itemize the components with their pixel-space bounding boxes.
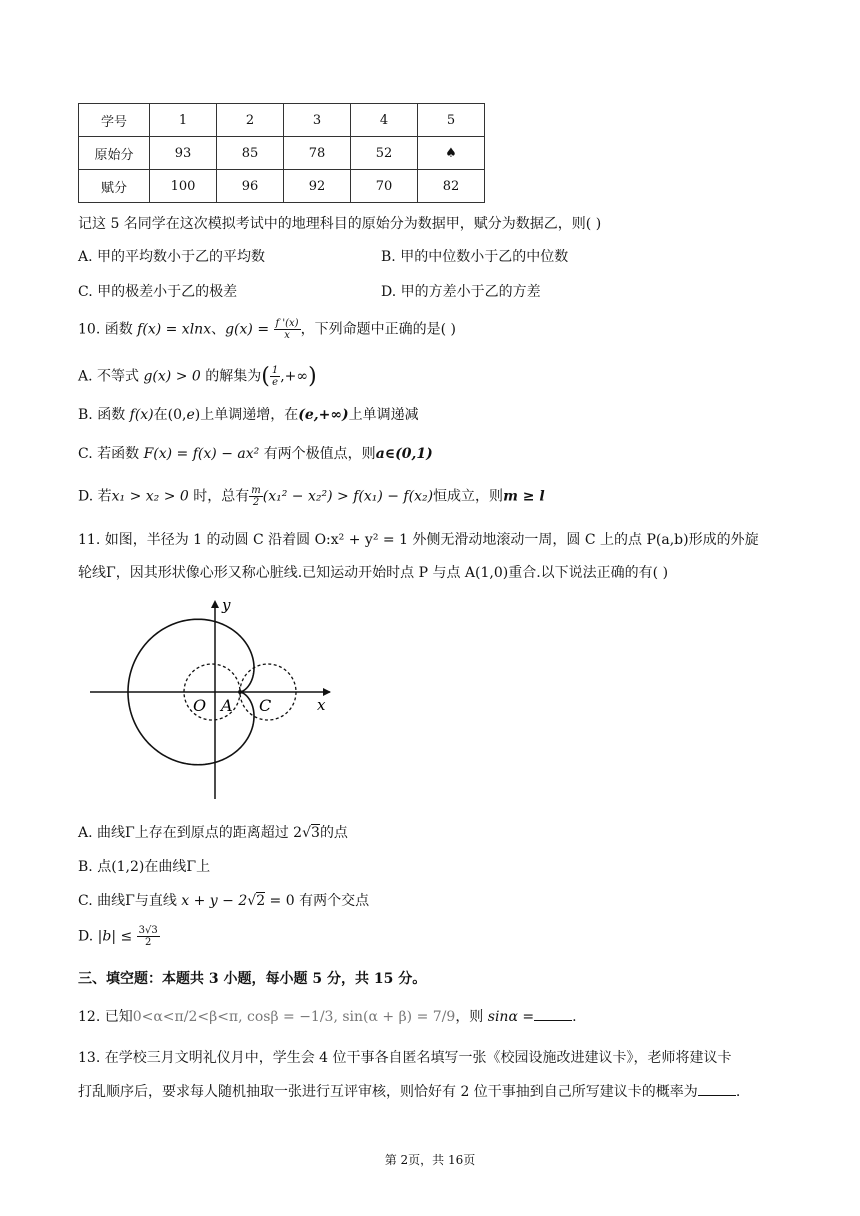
left-paren: ( xyxy=(261,364,270,389)
cardioid-figure xyxy=(85,594,345,804)
q10-sep: 、 xyxy=(211,321,226,338)
q11-option-c xyxy=(78,890,369,910)
label-y: y xyxy=(222,596,231,614)
table-cell: 5 xyxy=(418,104,485,137)
q13-line2 xyxy=(78,1081,740,1101)
q10-a-pre: A. 不等式 xyxy=(78,368,144,385)
q11-option-a xyxy=(78,822,348,842)
table-cell: 93 xyxy=(150,137,217,170)
table-cell: 96 xyxy=(217,170,284,203)
q10-g-denominator: x xyxy=(284,330,290,341)
point-a xyxy=(238,690,242,694)
q10-a-numerator: 1 xyxy=(271,365,279,376)
q11-d-numerator: 3√3 xyxy=(138,925,158,936)
table-cell: 85 xyxy=(217,137,284,170)
table-row xyxy=(79,104,485,137)
q10-a-tail: ,+∞ xyxy=(280,368,309,385)
q11-line1: 11. 如图，半径为 1 的动圆 C 沿着圆 O:x² + y² = 1 外侧无滑动地滚动一周，圆 C 上的点 P(a,b)形成的外旋 xyxy=(78,532,759,548)
table-cell: ♠ xyxy=(418,137,485,170)
q10-c-mid: 有两个极值点，则 xyxy=(263,446,376,462)
q10-f-def: f(x) = xlnx xyxy=(137,321,212,338)
q10-b-e: e xyxy=(186,407,195,423)
q12-suffix: . xyxy=(572,1009,577,1025)
q11-c-pre: C. 曲线Γ与直线 xyxy=(78,893,182,909)
q9-option-a: A. 甲的平均数小于乙的平均数 xyxy=(78,249,266,265)
q11-option-d xyxy=(78,925,160,948)
q10-g-numerator: f '(x) xyxy=(275,318,299,329)
q10-d-math2: (x₁² − x₂²) > f(x₁) − f(x₂) xyxy=(262,488,434,505)
q11-c-suf: = 0 有两个交点 xyxy=(265,893,370,909)
q9-option-b: B. 甲的中位数小于乙的中位数 xyxy=(381,249,569,265)
table-row xyxy=(79,170,485,203)
q10-option-a xyxy=(78,364,317,389)
section-title: 三、填空题：本题共 3 小题，每小题 5 分，共 15 分。 xyxy=(78,971,427,987)
y-axis-arrow xyxy=(211,600,219,608)
q10-c-pre: C. 若函数 xyxy=(78,446,144,462)
q10-d-mid2: 恒成立，则 xyxy=(433,488,504,505)
q10-a-mid: 的解集为 xyxy=(200,368,262,385)
q12-math: sinα = xyxy=(487,1009,535,1025)
q10-b-mid1: 在(0, xyxy=(153,407,187,423)
q12-mid: ，则 xyxy=(455,1009,488,1025)
table-cell: 70 xyxy=(351,170,418,203)
q11-option-b: B. 点(1,2)在曲线Γ上 xyxy=(78,859,211,875)
q11-a-pre: A. 曲线Γ上存在到原点的距离超过 2 xyxy=(78,825,303,841)
q11-d-pre: D. xyxy=(78,928,98,945)
q10-b-pre: B. 函数 xyxy=(78,407,130,423)
table-cell: 1 xyxy=(150,104,217,137)
q12-prefix: 12. 已知 xyxy=(78,1009,133,1025)
label-o: O xyxy=(193,696,207,715)
q10-a-math: g(x) > 0 xyxy=(143,368,201,385)
q9-option-c: C. 甲的极差小于乙的极差 xyxy=(78,284,238,300)
q12-stem xyxy=(78,1006,577,1026)
q10-stem xyxy=(78,318,456,341)
table-cell: 2 xyxy=(217,104,284,137)
q10-c-math: F(x) = f(x) − ax² xyxy=(143,446,264,462)
q11-c-math: x + y − 2 xyxy=(181,893,248,909)
answer-blank xyxy=(534,1008,572,1021)
label-a: A xyxy=(221,696,233,715)
q11-d-math: |b| ≤ xyxy=(97,928,137,945)
q10-suffix: ，下列命题中正确的是( ) xyxy=(300,321,456,338)
q10-a-fraction xyxy=(270,365,280,388)
q12-condition: 0<α<π/2<β<π, cosβ = −1/3, sin(α + β) = 7/9 xyxy=(132,1009,456,1025)
q10-d-fraction xyxy=(249,485,262,508)
table-cell: 100 xyxy=(150,170,217,203)
table-cell: 赋分 xyxy=(79,170,150,203)
table-cell: 原始分 xyxy=(79,137,150,170)
score-table xyxy=(78,103,485,203)
answer-blank xyxy=(698,1083,736,1096)
q10-c-tail: a∈(0,1) xyxy=(375,446,433,462)
table-cell: 92 xyxy=(284,170,351,203)
table-cell: 4 xyxy=(351,104,418,137)
q11-a-radicand: 3 xyxy=(311,825,320,841)
q10-option-d xyxy=(78,485,545,508)
q10-d-pre: D. 若 xyxy=(78,488,112,505)
q10-d-denominator: 2 xyxy=(252,497,260,508)
table-cell: 82 xyxy=(418,170,485,203)
q10-b-mid2: )上单调递增，在 xyxy=(194,407,299,423)
q10-d-math1: x₁ > x₂ > 0 xyxy=(111,488,189,505)
q10-b-interval: (e,+∞) xyxy=(298,407,349,423)
q10-option-c xyxy=(78,443,433,463)
q11-a-suf: 的点 xyxy=(319,825,348,841)
q10-prefix: 10. 函数 xyxy=(78,321,138,338)
q9-stem: 记这 5 名同学在这次模拟考试中的地理科目的原始分为数据甲，赋分为数据乙，则( ) xyxy=(78,216,602,232)
q11-line2: 轮线Γ，因其形状像心形又称心脏线.已知运动开始时点 P 与点 A(1,0)重合.以下说法正确的有( ) xyxy=(78,565,669,581)
q13-suffix: . xyxy=(735,1084,741,1100)
q10-a-denominator: e xyxy=(272,377,278,388)
q10-b-math: f(x) xyxy=(129,407,154,423)
q11-d-fraction xyxy=(137,925,160,948)
table-cell: 3 xyxy=(284,104,351,137)
table-cell: 52 xyxy=(351,137,418,170)
q10-b-suffix: 上单调递减 xyxy=(348,407,419,423)
right-paren: ) xyxy=(308,364,317,389)
q13-line1: 13. 在学校三月文明礼仪月中，学生会 4 位干事各自匿名填写一张《校园设施改进建议卡》，老师将建议卡 xyxy=(78,1050,732,1066)
table-cell: 学号 xyxy=(79,104,150,137)
q10-d-mid1: 时，总有 xyxy=(188,488,250,505)
page-footer: 第 2页，共 16页 xyxy=(384,1153,476,1167)
sqrt-sign: √ xyxy=(247,893,257,909)
q11-d-denominator: 2 xyxy=(145,937,152,948)
q10-d-tail: m ≥ l xyxy=(503,488,545,505)
q9-option-d: D. 甲的方差小于乙的方差 xyxy=(381,284,541,300)
table-row xyxy=(79,137,485,170)
q10-g-def: g(x) = xyxy=(225,321,274,338)
q11-c-radicand: 2 xyxy=(256,893,266,909)
sqrt-sign: √ xyxy=(302,825,312,841)
q13-line2-text: 打乱顺序后，要求每人随机抽取一张进行互评审核，则恰好有 2 位干事抽到自己所写建议卡的概率为 xyxy=(78,1084,698,1100)
x-axis-arrow xyxy=(323,688,331,696)
label-c: C xyxy=(259,696,272,715)
q10-g-fraction xyxy=(274,318,301,341)
table-cell: 78 xyxy=(284,137,351,170)
q10-d-numerator: m xyxy=(251,485,261,496)
label-x: x xyxy=(317,696,326,714)
q10-option-b xyxy=(78,404,419,424)
